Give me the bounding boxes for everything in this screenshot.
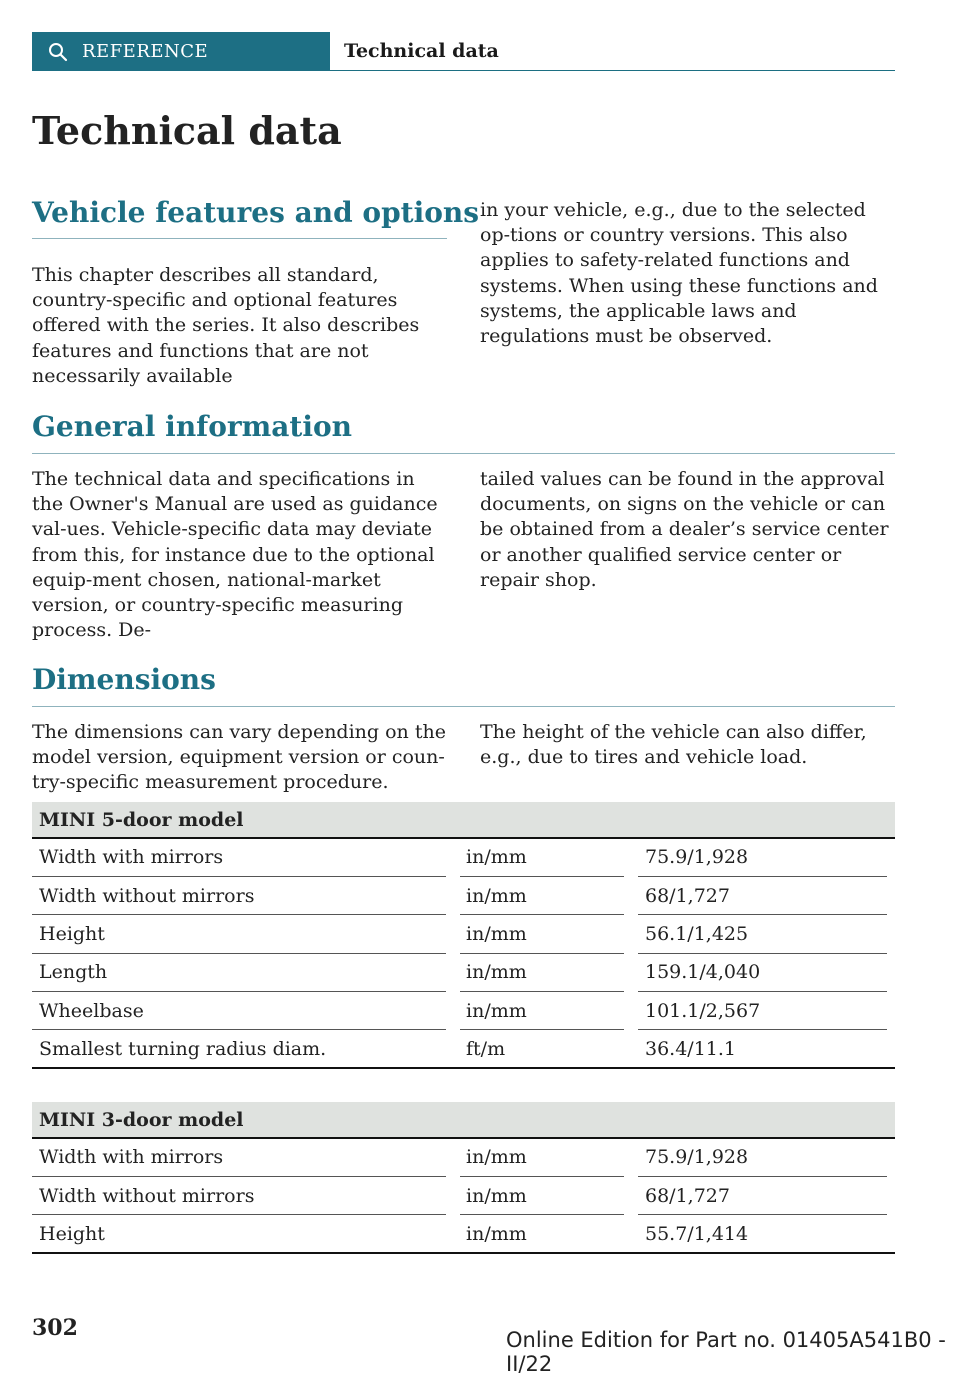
page-title: Technical data <box>32 108 342 153</box>
vehicle-features-text-left: This chapter describes all standard, country-specific and optional features offered with the series. It also describes features and functions that are not necessarily available <box>32 264 420 387</box>
general-info-text-left: The technical data and specifications in the Owner's Manual are used as guidance val-ues. Vehicle-specific data may deviate from this, for instance due to the optional equip-ment chosen, national-market version, or country-specific measuring process. De- <box>32 468 438 642</box>
spec-label: Smallest turning radius diam. <box>32 1030 446 1068</box>
header-title: Technical data <box>344 40 499 62</box>
section-title-dimensions: Dimensions <box>32 663 216 696</box>
page-number: 302 <box>32 1315 78 1341</box>
table-row <box>32 876 895 914</box>
table-title: MINI 3-door model <box>32 1102 895 1138</box>
five-door-dimensions-table <box>32 802 895 1069</box>
table-row <box>32 953 895 991</box>
spec-unit: in/mm <box>460 915 624 953</box>
spec-unit: in/mm <box>460 992 624 1030</box>
spec-label: Width with mirrors <box>32 838 446 876</box>
spec-label: Width without mirrors <box>32 876 446 914</box>
section-title-general-information: General information <box>32 410 353 443</box>
reference-label: REFERENCE <box>82 41 209 62</box>
spec-label: Width with mirrors <box>32 1138 446 1176</box>
dimensions-text-right: The height of the vehicle can also differ, e.g., due to tires and vehicle load. <box>480 721 867 769</box>
spec-value: 55.7/1,414 <box>638 1215 887 1253</box>
section-title-vehicle-features: Vehicle features and options <box>32 196 480 229</box>
general-info-text-right: tailed values can be found in the approval documents, on signs on the vehicle or can be obtained from a dealer’s service center or another qualified service center or repair shop. <box>480 468 889 591</box>
spec-label: Height <box>32 1215 446 1253</box>
section-divider <box>32 238 447 239</box>
vehicle-features-text-right: in your vehicle, e.g., due to the selected op-tions or country versions. This also applies to safety-related functions and systems. When using these functions and systems, the applicable laws and regulations must be observed. <box>480 199 878 348</box>
table-row <box>32 915 895 953</box>
table-row <box>32 992 895 1030</box>
table-row <box>32 1215 895 1253</box>
table-header-row <box>32 802 895 838</box>
reference-tab[interactable] <box>32 32 330 71</box>
spec-label: Wheelbase <box>32 992 446 1030</box>
spec-unit: in/mm <box>460 1176 624 1214</box>
spec-unit: in/mm <box>460 953 624 991</box>
spec-unit: in/mm <box>460 876 624 914</box>
spec-value: 36.4/11.1 <box>638 1030 887 1068</box>
spec-unit: in/mm <box>460 838 624 876</box>
spec-value: 56.1/1,425 <box>638 915 887 953</box>
edition-note: Online Edition for Part no. 01405A541B0 - II/22 <box>506 1328 946 1376</box>
spec-value: 68/1,727 <box>638 1176 887 1214</box>
spec-value: 75.9/1,928 <box>638 838 887 876</box>
spec-unit: in/mm <box>460 1138 624 1176</box>
spec-label: Height <box>32 915 446 953</box>
table-row <box>32 838 895 876</box>
three-door-dimensions-table <box>32 1102 895 1254</box>
section-divider <box>32 706 895 707</box>
search-icon <box>48 42 68 62</box>
dimensions-text-left: The dimensions can vary depending on the model version, equipment version or coun-try-specific measurement procedure. <box>32 721 446 794</box>
spec-value: 159.1/4,040 <box>638 953 887 991</box>
table-row <box>32 1138 895 1176</box>
table-title: MINI 5-door model <box>32 802 895 838</box>
spec-unit: in/mm <box>460 1215 624 1253</box>
spec-value: 101.1/2,567 <box>638 992 887 1030</box>
section-divider <box>32 453 895 454</box>
table-row <box>32 1176 895 1214</box>
spec-value: 68/1,727 <box>638 876 887 914</box>
spec-value: 75.9/1,928 <box>638 1138 887 1176</box>
spec-unit: ft/m <box>460 1030 624 1068</box>
spec-label: Length <box>32 953 446 991</box>
page-header <box>32 32 895 71</box>
table-header-row <box>32 1102 895 1138</box>
spec-label: Width without mirrors <box>32 1176 446 1214</box>
table-row <box>32 1030 895 1068</box>
